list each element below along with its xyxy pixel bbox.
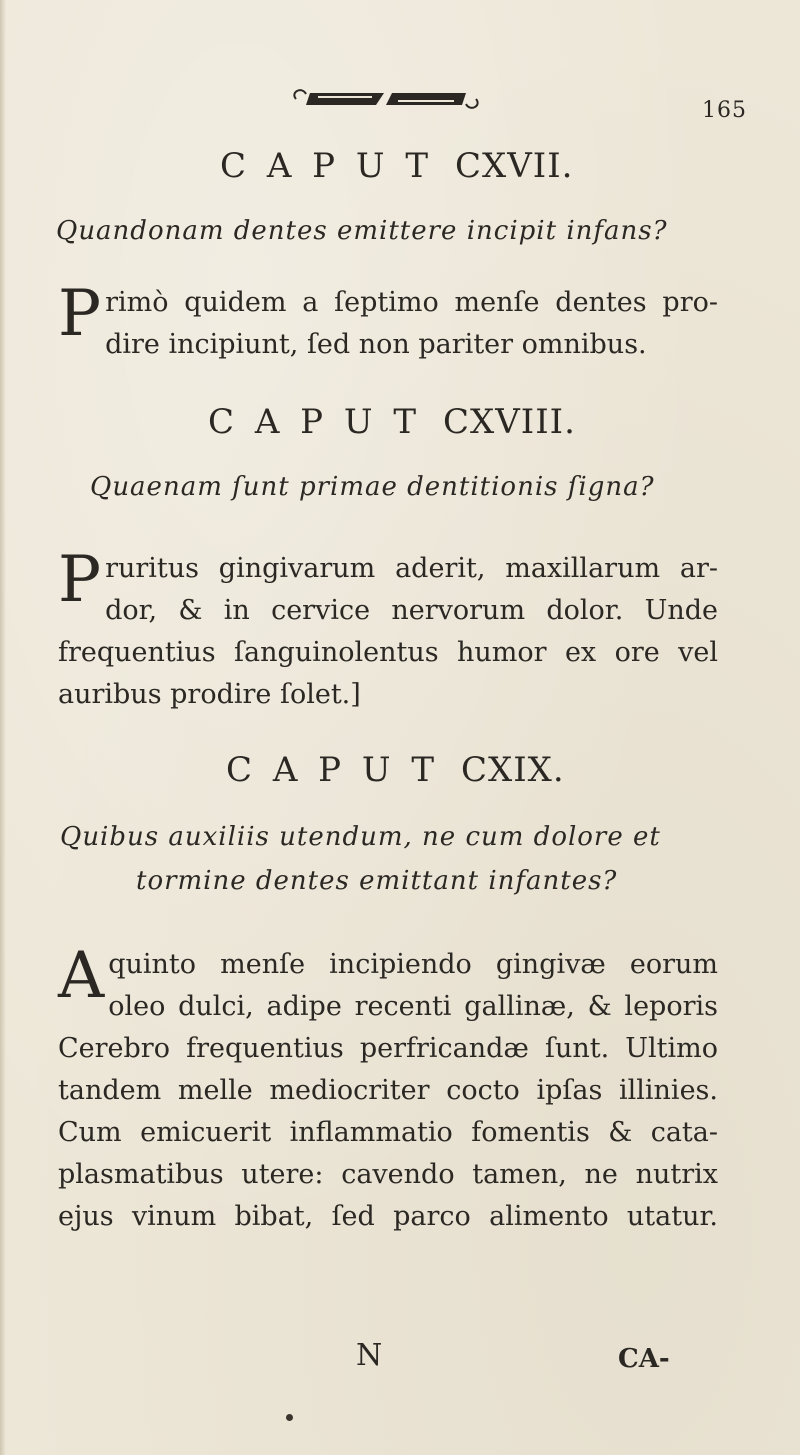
text-line: ruritus gingivarum aderit, maxillarum ar-	[105, 553, 718, 584]
text-line: Cerebro frequentius perfricandæ ſunt. Ultimo	[58, 1033, 718, 1064]
chapter-text	[58, 543, 718, 716]
caput-label: C A P U T	[226, 750, 440, 790]
chapter-question: Quaenam ſunt primae dentitionis ſigna?	[90, 472, 655, 502]
text-line: dor, & in cervice nervorum dolor. Unde	[105, 595, 718, 626]
text-line: ejus vinum bibat, ſed parco alimento utatur.	[58, 1201, 718, 1232]
text-line: oleo dulci, adipe recenti gallinæ, & leporis	[108, 991, 718, 1022]
chapter-heading-cxix	[226, 750, 565, 790]
chapter-numeral: CXIX.	[461, 750, 565, 790]
catchword: CA-	[618, 1344, 670, 1374]
text-line: plasmatibus utere: cavendo tamen, ne nutrix	[58, 1159, 718, 1190]
text-line: Cum emicuerit inflammatio fomentis & cata-	[58, 1117, 718, 1148]
caput-label: C A P U T	[208, 402, 422, 442]
drop-capital: P	[58, 543, 102, 617]
chapter-numeral: CXVIII.	[443, 402, 576, 442]
text-line: frequentius ſanguinolentus humor ex ore vel	[58, 637, 718, 668]
page-number: 165	[702, 98, 747, 123]
chapter-numeral: CXVII.	[455, 146, 574, 186]
text-line: dire incipiunt, ſed non pariter omnibus.	[105, 329, 647, 360]
drop-capital: P	[58, 277, 102, 351]
chapter-heading-cxvii	[220, 146, 573, 186]
text-line: quinto menſe incipiendo gingivæ eorum	[108, 949, 718, 980]
printer-ornament	[288, 84, 484, 114]
text-line: auribus prodire ſolet.]	[58, 679, 361, 710]
ink-speck	[286, 1414, 293, 1421]
signature-mark: N	[356, 1338, 383, 1373]
chapter-question-line-1: Quibus auxiliis utendum, ne cum dolore et	[60, 822, 661, 852]
drop-capital: A	[58, 939, 105, 1013]
chapter-question: Quandonam dentes emittere incipit infans?	[56, 216, 668, 246]
chapter-text	[58, 277, 718, 366]
chapter-text	[58, 939, 718, 1238]
chapter-heading-cxviii	[208, 402, 576, 442]
text-line: tandem melle mediocriter cocto ipſas illinies.	[58, 1075, 718, 1106]
text-line: rimò quidem a ſeptimo menſe dentes pro-	[105, 287, 718, 318]
caput-label: C A P U T	[220, 146, 434, 186]
chapter-question-line-2: tormine dentes emittant infantes?	[136, 866, 618, 896]
page-edge-shadow	[0, 0, 6, 1455]
